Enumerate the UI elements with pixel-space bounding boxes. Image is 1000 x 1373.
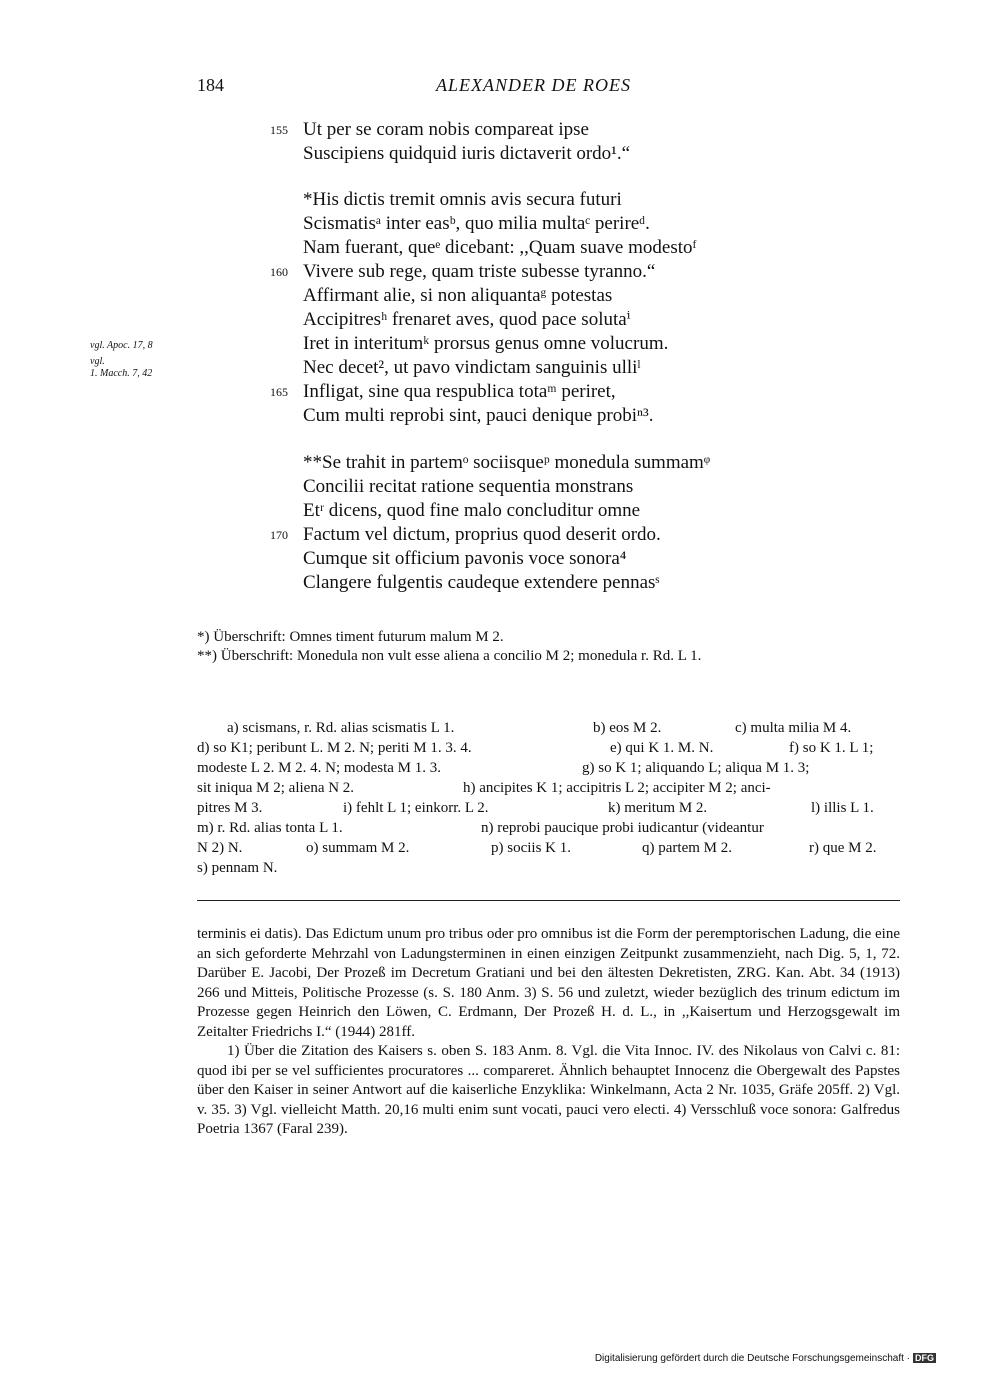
running-title: ALEXANDER DE ROES (436, 75, 631, 95)
verse-line (270, 236, 697, 260)
apparatus-row (197, 818, 900, 838)
verse-text: Nam fuerant, queᵉ dicebant: ,,Quam suave modestoᶠ (303, 237, 697, 258)
headnote: *) Überschrift: Omnes timent futurum malum M 2. (197, 629, 504, 645)
apparatus-note: sit iniqua M 2; aliena N 2. (197, 780, 355, 796)
verse-line (270, 118, 589, 143)
apparatus-note: l) illis L 1. (811, 800, 874, 816)
verse-text: Ut per se coram nobis compareat ipse (303, 119, 589, 140)
verse-text: *His dictis tremit omnis avis secura futuri (303, 189, 622, 210)
apparatus-row (197, 738, 900, 758)
margin-ref: 1. Macch. 7, 42 (90, 368, 153, 379)
apparatus-row (197, 778, 900, 798)
digitization-credit (595, 1353, 936, 1364)
verse-line (270, 499, 641, 523)
apparatus-note: o) summam M 2. (306, 840, 410, 856)
apparatus-note: c) multa milia M 4. (735, 720, 852, 736)
apparatus-note: d) so K1; peribunt L. M 2. N; periti M 1. 3. 4. (197, 740, 472, 756)
line-number: 160 (270, 265, 288, 279)
verse-line (270, 260, 656, 285)
apparatus-row (197, 758, 900, 778)
apparatus-note: s) pennam N. (197, 860, 278, 876)
critical-apparatus (197, 718, 900, 878)
apparatus-note: q) partem M 2. (642, 840, 732, 856)
verse-text: Cumque sit officium pavonis voce sonora⁴ (303, 548, 627, 569)
verse-text: **Se trahit in partemᵒ sociisqueᵖ monedula summamᵠ (303, 452, 711, 473)
apparatus-note: b) eos M 2. (593, 720, 662, 736)
margin-ref: vgl. Apoc. 17, 8 (90, 340, 153, 351)
apparatus-note: g) so K 1; aliquando L; aliqua M 1. 3; (582, 760, 810, 776)
commentary-paragraph: terminis ei datis). Das Edictum unum pro tribus oder pro omnibus ist die Form der peremptorischen Ladung, die eine an sich geforderte Mehrzahl von Ladungsterminen in einen einzigen Zeitpunkt zusammenzieht, nach Dig. 5, 1, 72. Darüber E. Jacobi, Der Prozeß im Decretum Gratiani und bei den ältesten Dekretisten, ZRG. Kan. Abt. 34 (1913) 266 und Mitteis, Politische Prozesse (s. S. 180 Anm. 3) S. 56 und zuletzt, wieder bezüglich des trinum edictum im Prozesse gegen Heinrich den Löwen, C. Erdmann, Der Prozeß H. d. L., in ,,Kaisertum und Herzogsgewalt im Zeitalter Friedrichs I.“ (1944) 281ff. (197, 926, 900, 1040)
verse-text: Clangere fulgentis caudeque extendere pennasˢ (303, 572, 660, 593)
divider-rule (197, 900, 900, 901)
verse-text: Affirmant alie, si non aliquantaᵍ potestas (303, 285, 613, 306)
verse-text: Etʳ dicens, quod fine malo concluditur omne (303, 500, 641, 521)
apparatus-row (197, 858, 900, 878)
margin-ref: vgl. (90, 356, 105, 367)
apparatus-note: N 2) N. (197, 840, 243, 856)
verse-line (270, 142, 631, 166)
verse-text: Suscipiens quidquid iuris dictaverit ordo¹.“ (303, 143, 631, 164)
apparatus-note: pitres M 3. (197, 800, 263, 816)
apparatus-note: n) reprobi paucique probi iudicantur (videantur (481, 820, 764, 836)
apparatus-note: r) que M 2. (809, 840, 877, 856)
apparatus-note: modeste L 2. M 2. 4. N; modesta M 1. 3. (197, 760, 442, 776)
apparatus-note: f) so K 1. L 1; (789, 740, 874, 756)
line-number: 165 (270, 385, 288, 399)
verse-text: Iret in interitumᵏ prorsus genus omne volucrum. (303, 333, 669, 354)
headnotes (197, 628, 900, 666)
verse-line (270, 308, 631, 332)
commentary (197, 925, 900, 1140)
verse-line (270, 380, 616, 405)
apparatus-note: p) sociis K 1. (491, 840, 571, 856)
line-number: 155 (270, 123, 288, 137)
verse-line (270, 284, 613, 308)
line-number: 170 (270, 528, 288, 542)
credit-text: Digitalisierung gefördert durch die Deutsche Forschungsgemeinschaft · (594, 1353, 910, 1364)
verse-text: Accipitresʰ frenaret aves, quod pace solutaⁱ (303, 309, 631, 330)
verse-line (270, 571, 660, 595)
verse-text: Scismatisᵃ inter easᵇ, quo milia multaᶜ perireᵈ. (303, 213, 650, 234)
verse-text: Concilii recitat ratione sequentia monstrans (303, 476, 634, 497)
apparatus-note: a) scismans, r. Rd. alias scismatis L 1. (227, 720, 455, 736)
apparatus-note: m) r. Rd. alias tonta L 1. (197, 820, 343, 836)
apparatus-row (197, 838, 900, 858)
apparatus-note: h) ancipites K 1; accipitris L 2; accipiter M 2; anci- (463, 780, 771, 796)
verse-line (270, 212, 650, 236)
footnotes-paragraph: 1) Über die Zitation des Kaisers s. oben S. 183 Anm. 8. Vgl. die Vita Innoc. IV. des Nikolaus von Calvi c. 81: quod ibi per se vel sufficientes procuratores ... compareret. Ähnlich behauptet Innocenz die Obergewalt des Papstes über den Kaiser in seiner Antwort auf die kaiserliche Enzyklika: Winkelmann, Acta 2 Nr. 1035, Gräfe 205ff. 2) Vgl. v. 35. 3) Vgl. vielleicht Matth. 20,16 multi enim sunt vocati, pauci vero electi. 4) Versschluß voce sonora: Galfredus Poetria 1367 (Faral 239). (197, 1043, 900, 1137)
page-number: 184 (197, 75, 224, 95)
verse-text: Nec decet², ut pavo vindictam sanguinis ulliˡ (303, 357, 641, 378)
apparatus-row (197, 798, 900, 818)
verse-line (270, 404, 654, 428)
apparatus-note: k) meritum M 2. (608, 800, 708, 816)
headnote: **) Überschrift: Monedula non vult esse aliena a concilio M 2; monedula r. Rd. L 1. (197, 648, 702, 664)
verse-line (270, 475, 634, 499)
apparatus-note: e) qui K 1. M. N. (610, 740, 714, 756)
verse-line (270, 451, 711, 475)
apparatus-note: i) fehlt L 1; einkorr. L 2. (343, 800, 489, 816)
verse-line (270, 547, 627, 571)
apparatus-row (197, 718, 900, 738)
verse-text: Cum multi reprobi sint, pauci denique probiⁿ³. (303, 405, 654, 426)
verse-text: Infligat, sine qua respublica totaᵐ periret, (303, 381, 616, 402)
verse-line (270, 188, 622, 212)
verse-line (270, 332, 669, 356)
dfg-logo-icon: DFG (915, 1353, 934, 1363)
verse-line (270, 523, 661, 548)
verse-text: Factum vel dictum, proprius quod deserit ordo. (303, 524, 661, 545)
verse-line (270, 356, 641, 380)
verse-text: Vivere sub rege, quam triste subesse tyranno.“ (303, 261, 656, 282)
